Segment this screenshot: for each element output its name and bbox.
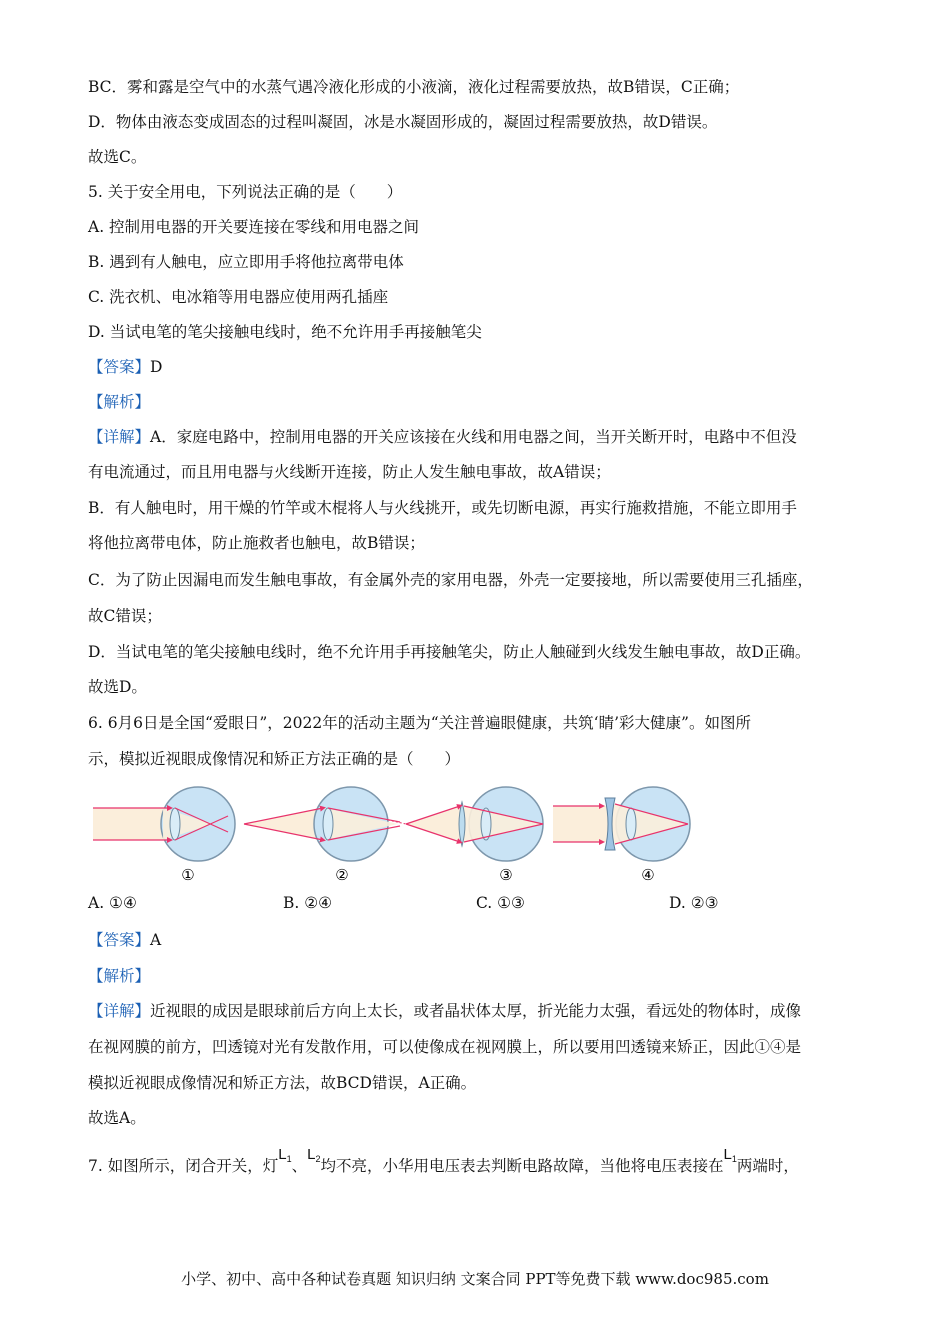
eye-diagram-4	[553, 787, 690, 861]
q5-detail-5: C．为了防止因漏电而发生触电事故，有金属外壳的家用电器，外壳一定要接地，所以需要使用三孔插座，	[88, 571, 813, 589]
page-footer: 小学、初中、高中各种试卷真题 知识归纳 文案合同 PPT等免费下载 www.doc985.com	[181, 1270, 769, 1288]
q5-detail-3: B．有人触电时，用干燥的竹竿或木棍将人与火线挑开，或先切断电源，再实行施救措施，不能立即用手	[88, 499, 797, 517]
detail-tag: 【详解】	[88, 1002, 151, 1020]
answer-tag: 【答案】	[88, 358, 151, 376]
eye-diagrams	[88, 776, 708, 886]
q6-detail-1	[88, 1000, 801, 1022]
q7-text-2: 均不亮，小华用电压表去判断电路故障，当他将电压表接在	[320, 1157, 724, 1175]
detail-tag: 【详解】	[88, 428, 151, 446]
q5-option-a: A. 控制用电器的开关要连接在零线和用电器之间	[88, 218, 420, 236]
q7-separator: 、	[291, 1157, 308, 1175]
figure-label-4: ④	[641, 866, 655, 884]
q5-detail-7: D．当试电笔的笔尖接触电线时，绝不允许用手再接触笔尖，防止人触碰到火线发生触电事故，故D正确。	[88, 643, 811, 661]
q5-detail-8: 故选D。	[88, 678, 147, 696]
q7-stem	[88, 1146, 799, 1179]
eye-diagram-2	[244, 787, 406, 861]
lamp-l1-subscript: 1	[286, 1154, 292, 1164]
paragraph-bc: BC．雾和露是空气中的水蒸气遇冷液化形成的小液滴，液化过程需要放热，故B错误，C正确；	[88, 78, 740, 96]
q7-text-1: 7. 如图所示，闭合开关，灯	[88, 1157, 279, 1175]
figure-label-2: ②	[335, 866, 349, 884]
figure-label-3: ③	[499, 866, 513, 884]
paragraph-conclusion: 故选C。	[88, 148, 147, 166]
q6-detail-2: 在视网膜的前方，凹透镜对光有发散作用，可以使像成在视网膜上，所以要用凹透镜来矫正，因此①④是	[88, 1038, 802, 1056]
eye-diagram-1	[93, 787, 235, 861]
q5-analysis: 【解析】	[88, 393, 151, 411]
q6-option-c: C. ①③	[476, 894, 525, 912]
lamp-l1-subscript-2: 1	[731, 1154, 737, 1164]
answer-value: A	[150, 931, 162, 949]
q6-detail-3: 模拟近视眼成像情况和矫正方法，故BCD错误，A正确。	[88, 1074, 477, 1092]
q5-option-d: D. 当试电笔的笔尖接触电线时，绝不允许用手再接触笔尖	[88, 323, 482, 341]
q5-option-b: B. 遇到有人触电，应立即用手将他拉离带电体	[88, 253, 404, 271]
eye-diagram-3	[406, 787, 543, 861]
lamp-l2-label	[307, 1146, 320, 1163]
paragraph-d: D．物体由液态变成固态的过程叫凝固，冰是水凝固形成的，凝固过程需要放热，故D错误。	[88, 113, 718, 131]
q6-detail-4: 故选A。	[88, 1109, 146, 1127]
q7-text-3: 两端时，	[736, 1157, 799, 1175]
lamp-l1-label-2	[723, 1146, 736, 1163]
q6-answer	[88, 929, 161, 951]
q5-option-c: C. 洗衣机、电冰箱等用电器应使用两孔插座	[88, 288, 389, 306]
answer-value: D	[150, 358, 163, 376]
q5-detail-2: 有电流通过，而且用电器与火线断开连接，防止人发生触电事故，故A错误；	[88, 463, 611, 481]
lamp-l1-letter-2: L	[723, 1146, 732, 1163]
detail-text: 近视眼的成因是眼球前后方向上太长，或者晶状体太厚，折光能力太强，看远处的物体时，成像	[150, 1002, 802, 1020]
q5-detail-4: 将他拉离带电体，防止施救者也触电，故B错误；	[88, 534, 425, 552]
lamp-l1-label	[278, 1146, 291, 1163]
detail-text: A．家庭电路中，控制用电器的开关应该接在火线和用电器之间，当开关断开时，电路中不但没	[150, 428, 797, 446]
lamp-l1-letter: L	[278, 1146, 287, 1163]
q5-detail-1	[88, 426, 797, 448]
q5-stem: 5. 关于安全用电，下列说法正确的是（ ）	[88, 183, 403, 201]
q5-detail-6: 故C错误；	[88, 607, 162, 625]
figure-label-1: ①	[181, 866, 195, 884]
answer-tag: 【答案】	[88, 931, 151, 949]
q6-stem-2: 示，模拟近视眼成像情况和矫正方法正确的是（ ）	[88, 750, 461, 768]
lamp-l2-letter: L	[307, 1146, 316, 1163]
q6-option-d: D. ②③	[669, 894, 719, 912]
lamp-l2-subscript: 2	[315, 1154, 321, 1164]
q6-option-b: B. ②④	[283, 894, 333, 912]
q5-answer	[88, 356, 162, 378]
q6-option-a: A. ①④	[88, 894, 137, 912]
q6-analysis: 【解析】	[88, 967, 151, 985]
q6-stem-1: 6. 6月6日是全国“爱眼日”，2022年的活动主题为“关注普遍眼健康，共筑‘睛’彩大健康”。如图所	[88, 714, 751, 732]
